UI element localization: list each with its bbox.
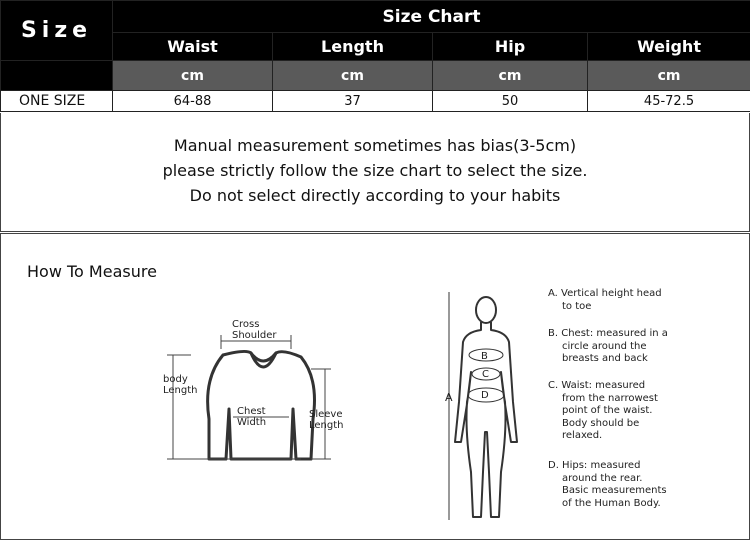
desc-a: A. Vertical height head to toe [548, 288, 662, 312]
size-header-filler [1, 61, 113, 91]
desc-b: B. Chest: measured in a circle around the breasts and back [548, 328, 668, 364]
label-chest-width: Chest Width [237, 406, 267, 428]
label-sleeve-length: Sleeve Length [309, 409, 344, 431]
note-line-1: Manual measurement sometimes has bias(3-5cm) [173, 136, 577, 155]
label-body-length: body Length [163, 374, 198, 396]
unit-weight: cm [588, 61, 750, 91]
note-line-2: please strictly follow the size chart to select the size. [162, 161, 588, 180]
value-waist: 64-88 [113, 91, 273, 112]
marker-c: C [482, 369, 489, 380]
marker-b: B [481, 351, 488, 362]
col-waist: Waist [113, 33, 273, 61]
unit-waist: cm [113, 61, 273, 91]
col-length: Length [273, 33, 433, 61]
desc-d: D. Hips: measured around the rear. Basic measurements of the Human Body. [548, 460, 667, 509]
desc-c: C. Waist: measured from the narrowest point of the waist. Body should be relaxed. [548, 380, 658, 441]
how-to-measure-panel [0, 233, 750, 540]
size-header: Size [1, 1, 113, 61]
body-figure [441, 292, 531, 527]
label-cross-shoulder: Cross Shoulder [232, 319, 277, 341]
marker-d: D [481, 390, 489, 401]
human-body-icon [455, 297, 517, 517]
value-weight: 45-72.5 [588, 91, 750, 112]
row-label: ONE SIZE [1, 91, 113, 112]
col-weight: Weight [588, 33, 750, 61]
size-chart-table [0, 0, 750, 112]
unit-hip: cm [433, 61, 588, 91]
marker-a: A [445, 391, 453, 404]
col-hip: Hip [433, 33, 588, 61]
measurement-note [0, 113, 750, 232]
how-to-measure-title: How To Measure [27, 262, 157, 281]
value-length: 37 [273, 91, 433, 112]
chart-title: Size Chart [113, 1, 750, 33]
note-line-3: Do not select directly according to your habits [189, 186, 561, 205]
value-hip: 50 [433, 91, 588, 112]
unit-length: cm [273, 61, 433, 91]
